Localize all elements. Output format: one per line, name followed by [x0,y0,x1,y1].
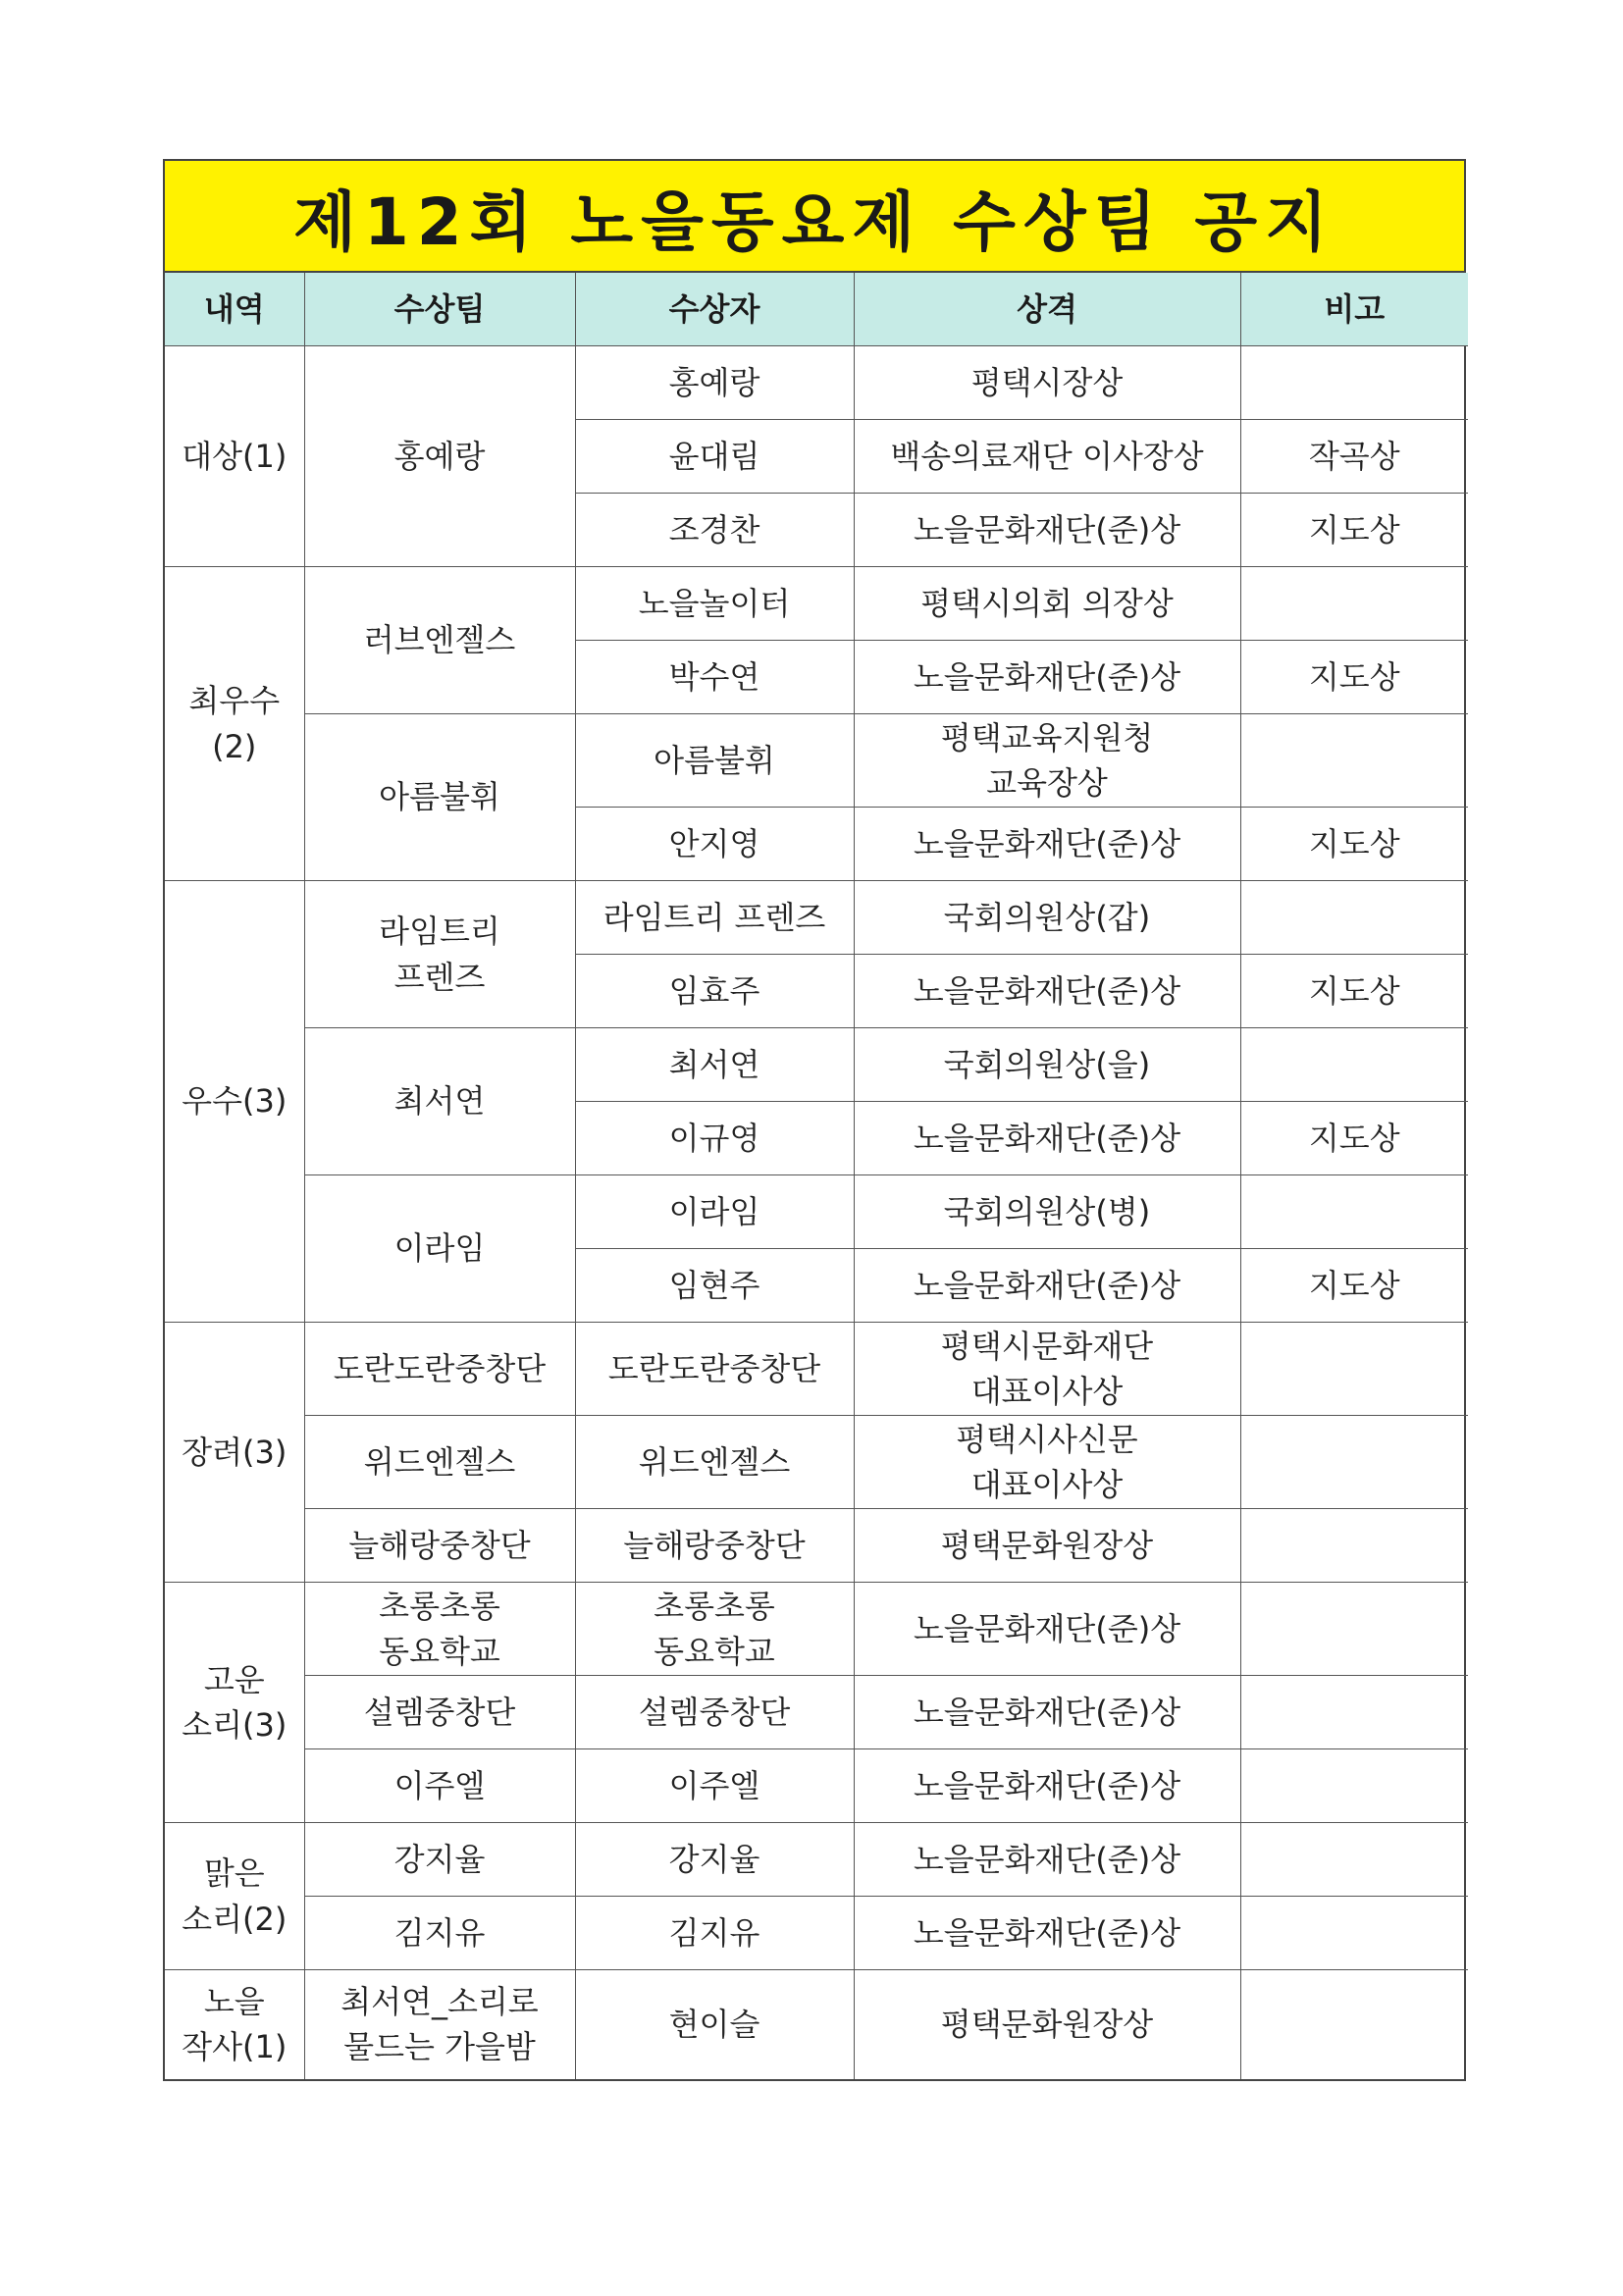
category-cell: 노을 작사(1) [165,1970,304,2079]
table-row [165,1509,1468,1583]
table-row [165,1970,1468,2079]
note-cell [1240,1028,1468,1102]
note-cell [1240,1749,1468,1823]
team-cell: 김지유 [304,1897,575,1970]
winner-cell: 박수연 [575,641,854,714]
winner-cell: 홍예랑 [575,346,854,420]
award-cell: 백송의료재단 이사장상 [854,420,1240,494]
note-cell [1240,1175,1468,1249]
winner-cell: 이규영 [575,1102,854,1175]
table-row [165,881,1468,955]
award-cell: 노을문화재단(준)상 [854,1102,1240,1175]
winner-cell: 윤대림 [575,420,854,494]
table-row [165,1175,1468,1249]
note-cell [1240,1416,1468,1509]
award-cell: 노을문화재단(준)상 [854,1583,1240,1676]
winner-cell: 김지유 [575,1897,854,1970]
winner-cell: 현이슬 [575,1970,854,2079]
award-cell: 국회의원상(병) [854,1175,1240,1249]
winner-cell: 최서연 [575,1028,854,1102]
award-cell: 노을문화재단(준)상 [854,641,1240,714]
note-cell [1240,1323,1468,1416]
team-cell: 최서연 [304,1028,575,1175]
winner-cell: 임효주 [575,955,854,1028]
note-cell [1240,1897,1468,1970]
award-cell: 평택문화원장상 [854,1509,1240,1583]
category-cell: 고운 소리(3) [165,1583,304,1823]
award-cell: 노을문화재단(준)상 [854,1249,1240,1323]
team-cell: 설렘중창단 [304,1676,575,1749]
note-cell [1240,714,1468,808]
award-cell: 평택시사신문 대표이사상 [854,1416,1240,1509]
note-cell [1240,1676,1468,1749]
header-note: 비고 [1240,273,1468,346]
winner-cell: 노을놀이터 [575,567,854,641]
note-cell: 지도상 [1240,494,1468,567]
team-cell: 홍예랑 [304,346,575,567]
team-cell: 강지율 [304,1823,575,1897]
table-row [165,1749,1468,1823]
winner-cell: 초롱초롱 동요학교 [575,1583,854,1676]
team-cell: 초롱초롱 동요학교 [304,1583,575,1676]
award-cell: 노을문화재단(준)상 [854,1897,1240,1970]
award-cell: 노을문화재단(준)상 [854,494,1240,567]
winner-cell: 늘해랑중창단 [575,1509,854,1583]
note-cell [1240,567,1468,641]
header-winner: 수상자 [575,273,854,346]
award-notice-sheet [163,159,1466,2081]
award-cell: 평택시의회 의장상 [854,567,1240,641]
table-row [165,1823,1468,1897]
category-cell: 장려(3) [165,1323,304,1583]
table-row [165,567,1468,641]
team-cell: 최서연_소리로 물드는 가을밤 [304,1970,575,2079]
winner-cell: 이라임 [575,1175,854,1249]
note-cell: 지도상 [1240,1102,1468,1175]
award-cell: 국회의원상(갑) [854,881,1240,955]
category-cell: 맑은 소리(2) [165,1823,304,1970]
category-cell: 우수(3) [165,881,304,1323]
page-title: 제12회 노을동요제 수상팀 공지 [165,161,1464,273]
award-cell: 평택문화원장상 [854,1970,1240,2079]
note-cell [1240,346,1468,420]
note-cell: 지도상 [1240,955,1468,1028]
note-cell [1240,1823,1468,1897]
note-cell [1240,881,1468,955]
header-category: 내역 [165,273,304,346]
winner-cell: 강지율 [575,1823,854,1897]
award-cell: 노을문화재단(준)상 [854,1676,1240,1749]
winner-cell: 도란도란중창단 [575,1323,854,1416]
award-cell: 노을문화재단(준)상 [854,808,1240,881]
header-award: 상격 [854,273,1240,346]
table-row [165,1323,1468,1416]
table-row [165,1897,1468,1970]
award-cell: 노을문화재단(준)상 [854,1749,1240,1823]
award-cell: 노을문화재단(준)상 [854,955,1240,1028]
winner-cell: 설렘중창단 [575,1676,854,1749]
team-cell: 위드엔젤스 [304,1416,575,1509]
note-cell: 지도상 [1240,641,1468,714]
winner-cell: 라임트리 프렌즈 [575,881,854,955]
award-cell: 노을문화재단(준)상 [854,1823,1240,1897]
award-cell: 평택교육지원청 교육장상 [854,714,1240,808]
team-cell: 러브엔젤스 [304,567,575,714]
winner-cell: 아름불휘 [575,714,854,808]
team-cell: 이라임 [304,1175,575,1323]
table-row [165,1416,1468,1509]
team-cell: 늘해랑중창단 [304,1509,575,1583]
note-cell: 지도상 [1240,808,1468,881]
winner-cell: 이주엘 [575,1749,854,1823]
award-cell: 국회의원상(을) [854,1028,1240,1102]
award-table [165,273,1468,2079]
table-row [165,1676,1468,1749]
team-cell: 아름불휘 [304,714,575,881]
note-cell [1240,1583,1468,1676]
winner-cell: 안지영 [575,808,854,881]
team-cell: 라임트리 프렌즈 [304,881,575,1028]
category-cell: 최우수 (2) [165,567,304,881]
team-cell: 도란도란중창단 [304,1323,575,1416]
table-row [165,1028,1468,1102]
winner-cell: 임현주 [575,1249,854,1323]
winner-cell: 조경찬 [575,494,854,567]
winner-cell: 위드엔젤스 [575,1416,854,1509]
note-cell [1240,1509,1468,1583]
table-row [165,714,1468,808]
award-cell: 평택시장상 [854,346,1240,420]
note-cell [1240,1970,1468,2079]
table-row [165,1583,1468,1676]
header-team: 수상팀 [304,273,575,346]
table-row [165,346,1468,420]
note-cell: 작곡상 [1240,420,1468,494]
award-cell: 평택시문화재단 대표이사상 [854,1323,1240,1416]
team-cell: 이주엘 [304,1749,575,1823]
category-cell: 대상(1) [165,346,304,567]
note-cell: 지도상 [1240,1249,1468,1323]
header-row [165,273,1468,346]
